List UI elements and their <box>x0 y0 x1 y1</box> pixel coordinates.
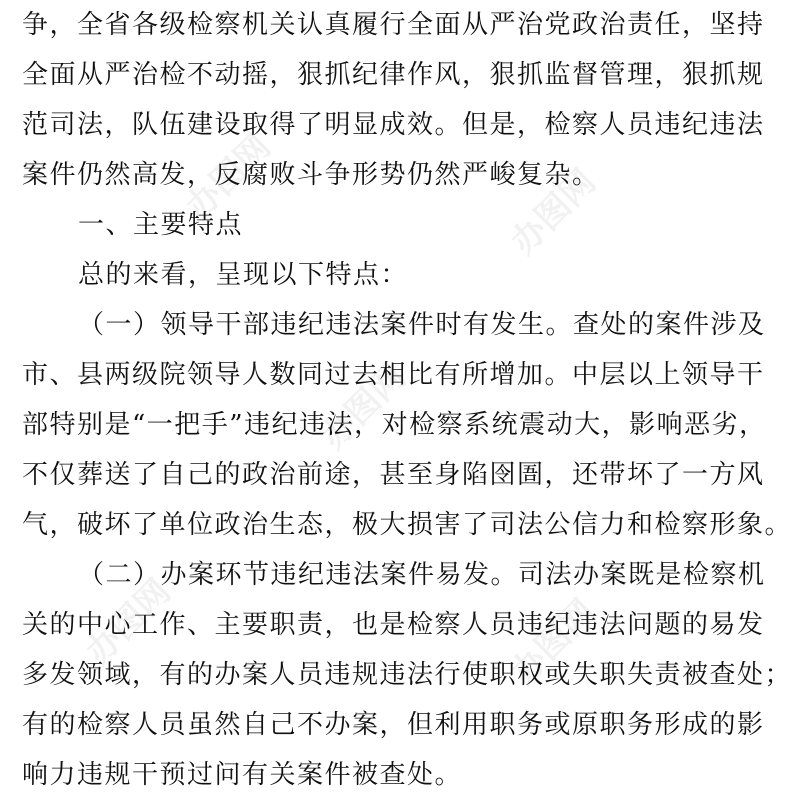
watermark: 办图网 <box>78 571 179 673</box>
paragraph-line: 响力违规干预过问有关案件被查处。 <box>22 760 463 790</box>
paragraph-line: 市、县两级院领导人数同过去相比有所增加。中层以上领导干 <box>22 360 765 390</box>
paragraph-line: （一）领导干部违纪违法案件时有发生。查处的案件涉及 <box>78 310 766 340</box>
watermark: 办图网 <box>503 161 604 263</box>
paragraph-line: 争，全省各级检察机关认真履行全面从严治党政治责任，坚持 <box>22 10 765 40</box>
paragraph-line: 有的检察人员虽然自己不办案，但利用职务或原职务形成的影 <box>22 710 765 740</box>
paragraph-line: 范司法，队伍建设取得了明显成效。但是，检察人员违纪违法 <box>22 110 765 140</box>
paragraph-line: （二）办案环节违纪违法案件易发。司法办案既是检察机 <box>78 560 766 590</box>
watermark: 办图网 <box>313 356 414 458</box>
paragraph-line: 总的来看，呈现以下特点： <box>78 260 409 290</box>
watermark: 办图网 <box>178 126 279 228</box>
section-heading: 一、主要特点 <box>78 210 244 240</box>
paragraph-line: 不仅葬送了自己的政治前途，甚至身陷囹圄，还带坏了一方风 <box>22 460 765 490</box>
paragraph-line: 气，破坏了单位政治生态，极大损害了司法公信力和检察形象。 <box>22 510 793 540</box>
paragraph-line: 部特别是“一把手”违纪违法，对检察系统震动大，影响恶劣， <box>22 410 767 440</box>
paragraph-line: 多发领域，有的办案人员违规违法行使职权或失职失责被查处； <box>22 660 793 690</box>
paragraph-line: 案件仍然高发，反腐败斗争形势仍然严峻复杂。 <box>22 160 600 190</box>
paragraph-line: 关的中心工作、主要职责，也是检察人员违纪违法问题的易发 <box>22 610 765 640</box>
paragraph-line: 全面从严治检不动摇，狠抓纪律作风，狠抓监督管理，狠抓规 <box>22 60 765 90</box>
watermark: 办图网 <box>503 591 604 693</box>
